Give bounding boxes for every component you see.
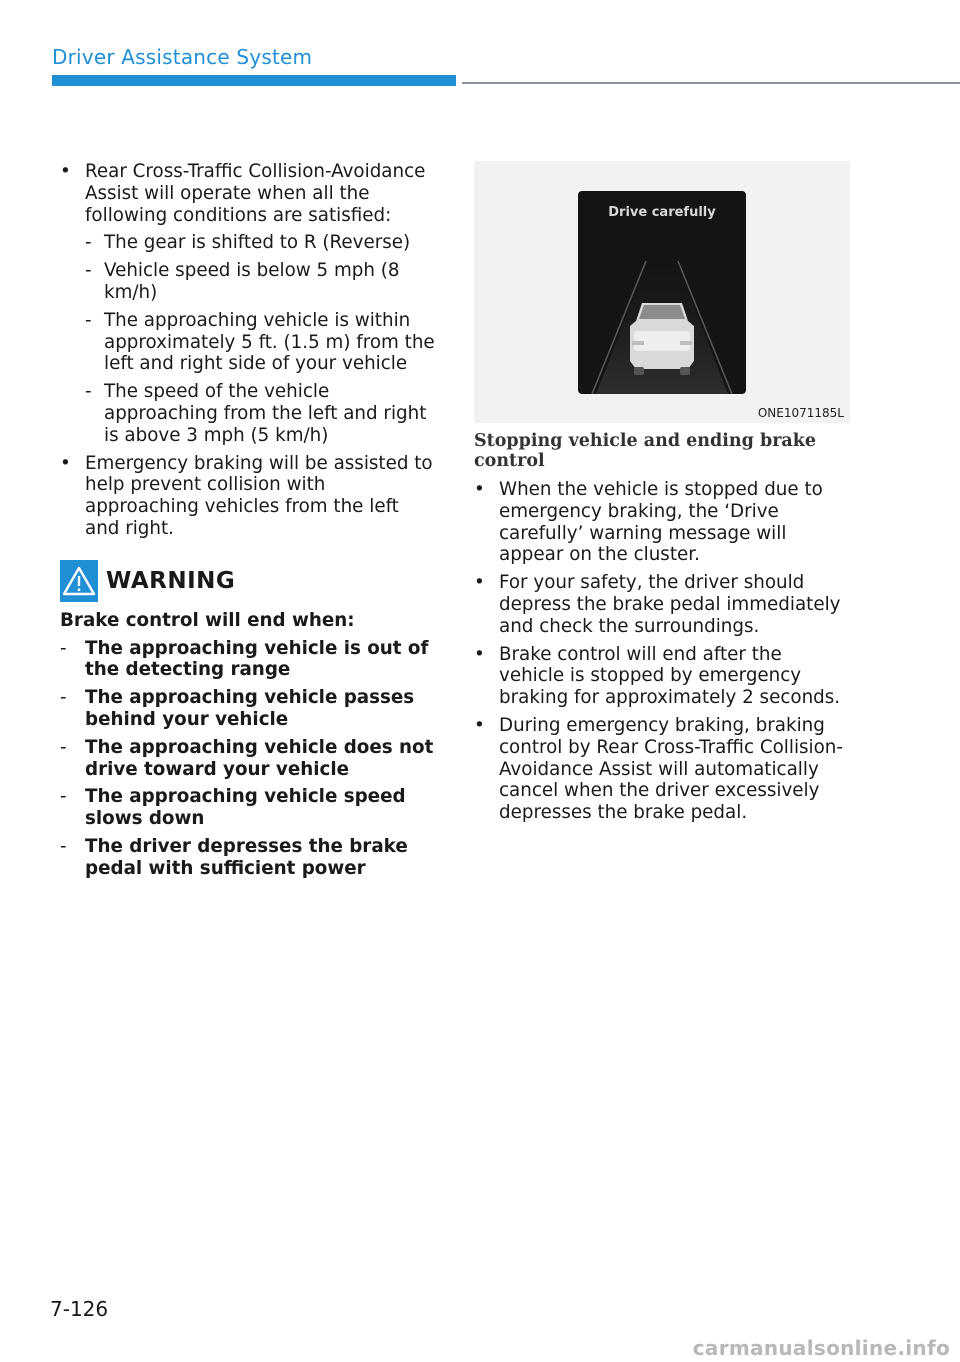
warning-triangle-icon [60,560,98,602]
figure-code: ONE1071185L [757,406,844,420]
warning-box [60,560,438,880]
bullet-item: • Emergency braking will be assisted to help prevent collision with approaching vehicles from the left and right. [60,452,433,539]
warning-item: - The driver depresses the brake pedal with sufficient power [60,835,408,879]
header-title: Driver Assistance System [52,45,313,69]
cluster-screen [578,191,746,394]
warning-item: - The approaching vehicle passes behind your vehicle [60,687,415,730]
bullet-item: • For your safety, the driver should depress the brake pedal immediately and check the surroundings. [474,572,841,637]
right-column [474,161,850,830]
bullet-item: • When the vehicle is stopped due to emergency braking, the ‘Drive carefully’ warning message will appear on the cluster. [474,479,823,566]
sub-item: - The speed of the vehicle approaching from the left and right is above 3 mph (5 km/h) [85,381,427,446]
warning-item: - The approaching vehicle speed slows down [60,786,406,830]
bullet-item: • During emergency braking, braking control by Rear Cross-Traffic Collision-Avoidance Assist will automatically cancel when the driver excessively depresses the brake pedal. [474,714,843,824]
header-bar-blue [52,75,456,86]
sub-item: - The gear is shifted to R (Reverse) [85,232,411,254]
header-bar-gray [462,82,960,84]
warning-header [60,560,438,602]
sub-item: - The approaching vehicle is within approximately 5 ft. (1.5 m) from the left and right side of your vehicle [85,309,435,375]
cluster-message: Drive carefully [608,205,716,220]
watermark: carmanualsonline.info [692,1336,950,1360]
car-illustration [578,191,746,394]
bullet-item: • Rear Cross-Traffic Collision-Avoidance Assist will operate when all the following conditions are satisfied: [60,161,426,226]
warning-lead: Brake control will end when: [60,609,355,631]
cluster-figure [474,161,850,423]
warning-item: - The approaching vehicle does not drive toward your vehicle [60,736,434,780]
page-number: 7-126 [50,1297,109,1321]
bullet-item: • Brake control will end after the vehicle is stopped by emergency braking for approximately 2 seconds. [474,643,841,709]
warning-title: WARNING [106,567,236,594]
left-column [60,161,438,886]
section-title: Stopping vehicle and ending brake control [474,431,817,471]
sub-item: - Vehicle speed is below 5 mph (8 km/h) [85,260,400,303]
warning-item: - The approaching vehicle is out of the detecting range [60,637,429,681]
